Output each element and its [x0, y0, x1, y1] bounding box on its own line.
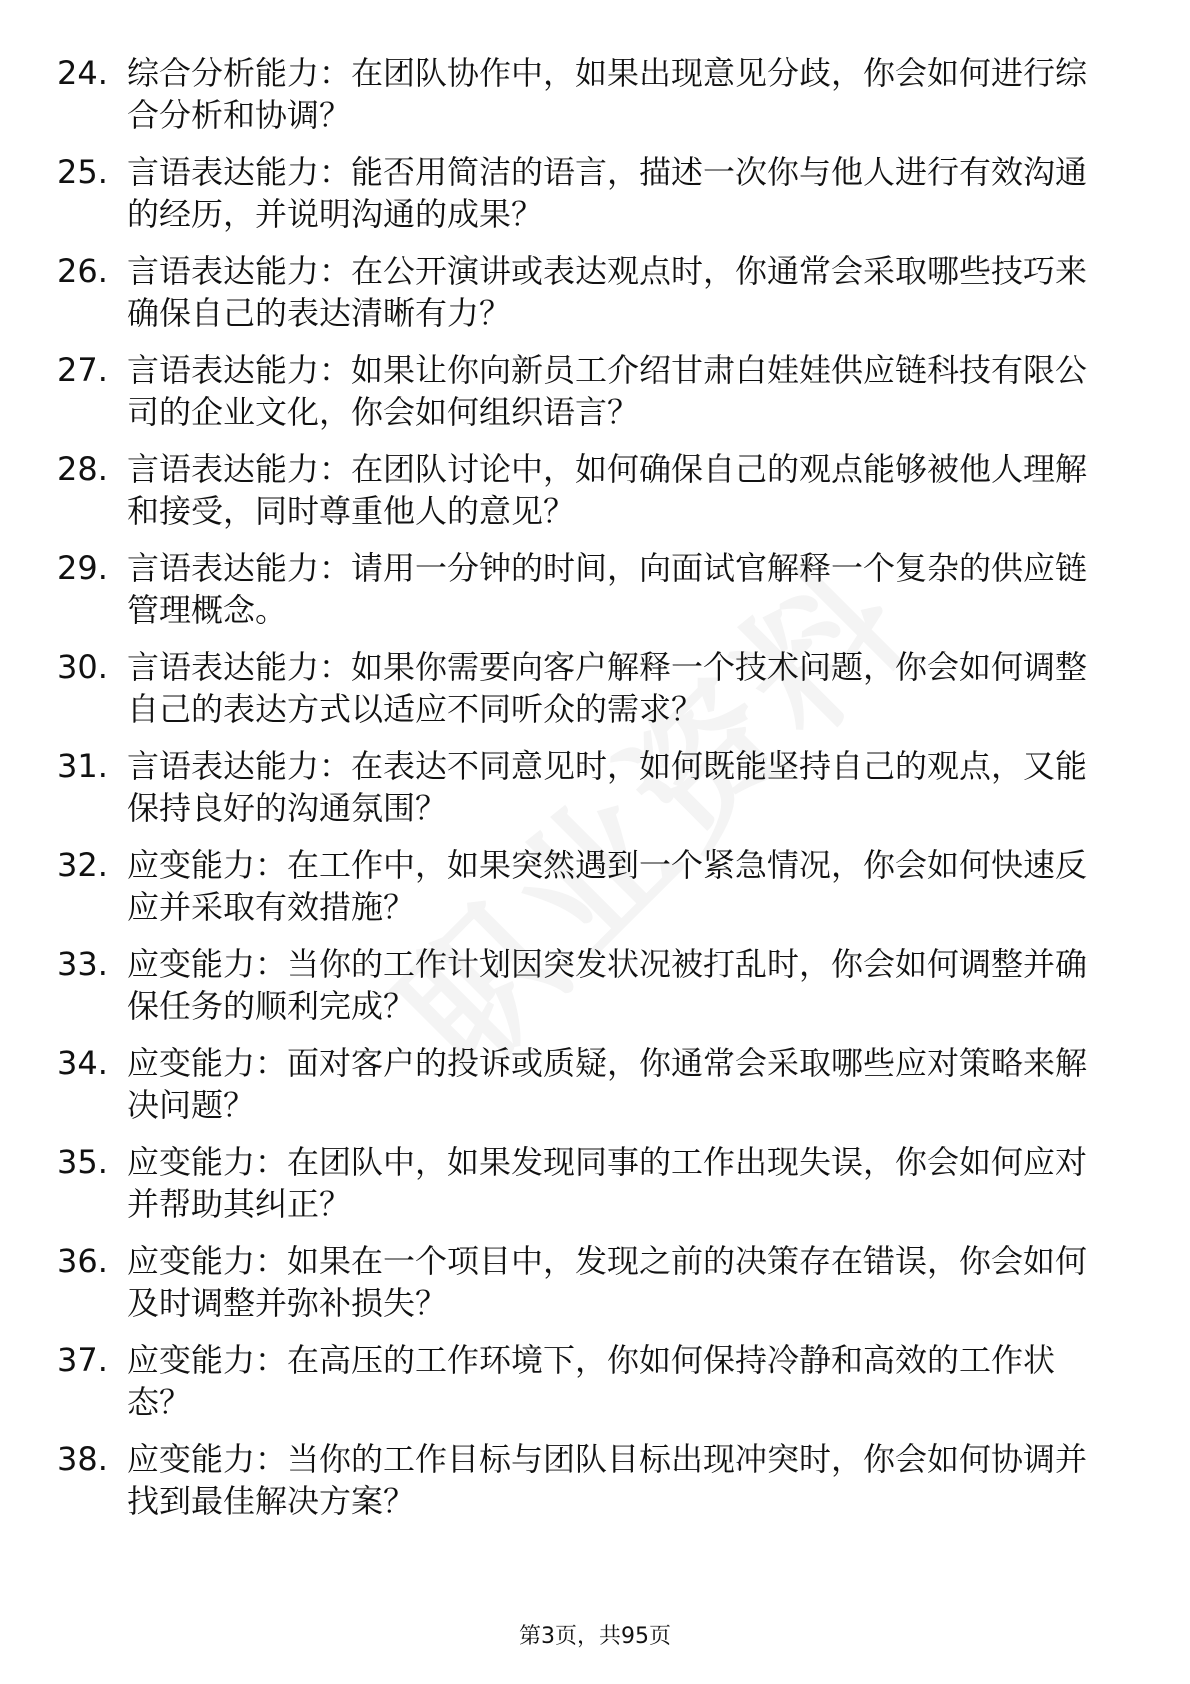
question-number: 29.: [57, 549, 108, 587]
question-item: [57, 646, 1107, 745]
question-number: 26.: [57, 252, 108, 290]
question-item: [57, 448, 1107, 547]
question-text: 言语表达能力：如果让你向新员工介绍甘肃白娃娃供应链科技有限公司的企业文化，你会如何组织语言？: [127, 351, 1088, 431]
question-item: [57, 250, 1107, 349]
question-number: 37.: [57, 1341, 108, 1379]
question-text: 应变能力：当你的工作目标与团队目标出现冲突时，你会如何协调并找到最佳解决方案？: [127, 1440, 1088, 1520]
question-number: 34.: [57, 1044, 108, 1082]
question-number: 38.: [57, 1440, 108, 1478]
page-footer: 第3页，共95页: [519, 1624, 671, 1649]
question-text: 言语表达能力：能否用简洁的语言，描述一次你与他人进行有效沟通的经历，并说明沟通的成果？: [127, 153, 1088, 233]
question-list: [57, 52, 1107, 1537]
question-text: 应变能力：面对客户的投诉或质疑，你通常会采取哪些应对策略来解决问题？: [127, 1044, 1088, 1124]
question-number: 24.: [57, 54, 108, 92]
question-text: 应变能力：在工作中，如果突然遇到一个紧急情况，你会如何快速反应并采取有效措施？: [127, 846, 1088, 926]
question-number: 33.: [57, 945, 108, 983]
question-text: 言语表达能力：在表达不同意见时，如何既能坚持自己的观点，又能保持良好的沟通氛围？: [127, 747, 1088, 827]
question-text: 应变能力：在团队中，如果发现同事的工作出现失误，你会如何应对并帮助其纠正？: [127, 1143, 1088, 1223]
question-text: 言语表达能力：如果你需要向客户解释一个技术问题，你会如何调整自己的表达方式以适应不同听众的需求？: [127, 648, 1088, 728]
question-item: [57, 844, 1107, 943]
question-text: 言语表达能力：请用一分钟的时间，向面试官解释一个复杂的供应链管理概念。: [127, 549, 1088, 629]
question-item: [57, 151, 1107, 250]
question-number: 28.: [57, 450, 108, 488]
question-item: [57, 1141, 1107, 1240]
question-number: 27.: [57, 351, 108, 389]
question-text: 言语表达能力：在团队讨论中，如何确保自己的观点能够被他人理解和接受，同时尊重他人的意见？: [127, 450, 1088, 530]
question-text: 应变能力：在高压的工作环境下，你如何保持冷静和高效的工作状态？: [127, 1341, 1056, 1421]
question-item: [57, 1438, 1107, 1537]
question-number: 36.: [57, 1242, 108, 1280]
question-item: [57, 1240, 1107, 1339]
question-item: [57, 943, 1107, 1042]
question-text: 应变能力：当你的工作计划因突发状况被打乱时，你会如何调整并确保任务的顺利完成？: [127, 945, 1088, 1025]
question-text: 综合分析能力：在团队协作中，如果出现意见分歧，你会如何进行综合分析和协调？: [127, 54, 1088, 134]
question-item: [57, 1042, 1107, 1141]
question-number: 35.: [57, 1143, 108, 1181]
question-number: 31.: [57, 747, 108, 785]
question-item: [57, 1339, 1107, 1438]
question-text: 言语表达能力：在公开演讲或表达观点时，你通常会采取哪些技巧来确保自己的表达清晰有力？: [127, 252, 1088, 332]
question-item: [57, 547, 1107, 646]
question-number: 32.: [57, 846, 108, 884]
question-text: 应变能力：如果在一个项目中，发现之前的决策存在错误，你会如何及时调整并弥补损失？: [127, 1242, 1088, 1322]
question-item: [57, 745, 1107, 844]
question-number: 30.: [57, 648, 108, 686]
question-item: [57, 52, 1107, 151]
question-number: 25.: [57, 153, 108, 191]
question-item: [57, 349, 1107, 448]
